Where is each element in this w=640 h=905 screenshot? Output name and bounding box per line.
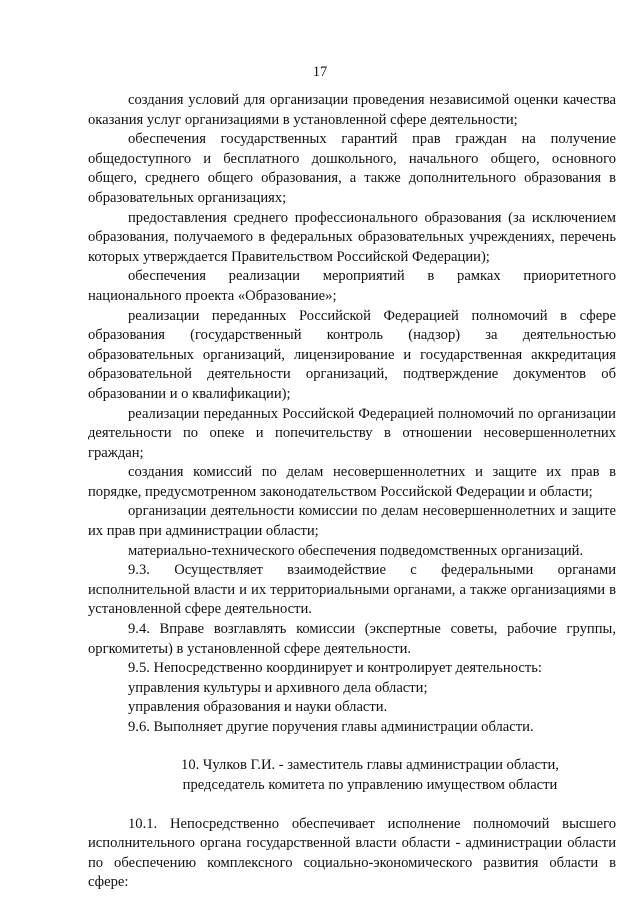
page-number: 17 (312, 64, 328, 80)
paragraph-9-5: 9.5. Непосредственно координирует и контролирует деятельность: (128, 660, 542, 677)
heading-line: 10. Чулков Г.И. - заместитель главы администрации области, (181, 756, 559, 773)
paragraph: создания условий для организации проведения независимой оценки качества оказания услуг организациями в установленной сфере деятельности; (88, 92, 616, 128)
paragraph: реализации переданных Российской Федерацией полномочий в сфере образования (государственный контроль (надзор) за деятельностью образовательных организаций, лицензирование и государственная аккредитация образовательной деятельности организаций, подтверждение документов об образовании и о квалификации); (88, 307, 616, 402)
list-item: управления образования и науки области. (128, 699, 388, 716)
paragraph: создания комиссий по делам несовершеннолетних и защите их прав в порядке, предусмотренном законодательством Российской Федерации и области; (88, 464, 616, 500)
list-item: управления культуры и архивного дела области; (128, 679, 428, 696)
paragraph-9-3: 9.3. Осуществляет взаимодействие с федеральными органами исполнительной власти и их территориальными органами, а также организациями в установленной сфере деятельности. (88, 562, 616, 618)
paragraph: обеспечения государственных гарантий прав граждан на получение общедоступного и бесплатного дошкольного, начального общего, основного общего, среднего общего образования, а также дополнительного образования в образовательных организациях; (88, 131, 616, 206)
paragraph: обеспечения реализации мероприятий в рамках приоритетного национального проекта «Образование»; (88, 268, 616, 304)
paragraph: организации деятельности комиссии по делам несовершеннолетних и защите их прав при администрации области; (88, 503, 616, 540)
section-heading (88, 755, 616, 796)
paragraph: реализации переданных Российской Федерацией полномочий по организации деятельности по опеке и попечительству в отношении несовершеннолетних граждан; (88, 405, 616, 461)
paragraph: предоставления среднего профессионального образования (за исключением образования, получаемого в федеральных образовательных учреждениях, перечень которых утверждается Правительством Российской Федерации); (88, 209, 616, 265)
paragraph: материально-технического обеспечения подведомственных организаций. (128, 542, 584, 559)
paragraph-10-1: 10.1. Непосредственно обеспечивает исполнение полномочий высшего исполнительного органа государственной власти области - администрации области по обеспечению комплексного социально-экономического развития области в сфере: (88, 815, 616, 891)
paragraph-9-6: 9.6. Выполняет другие поручения главы администрации области. (128, 719, 534, 735)
paragraph-9-4: 9.4. Вправе возглавлять комиссии (экспертные советы, рабочие группы, оргкомитеты) в установленной сфере деятельности. (88, 621, 616, 657)
document-body (88, 91, 616, 893)
heading-line: председатель комитета по управлению имуществом области (182, 777, 558, 794)
